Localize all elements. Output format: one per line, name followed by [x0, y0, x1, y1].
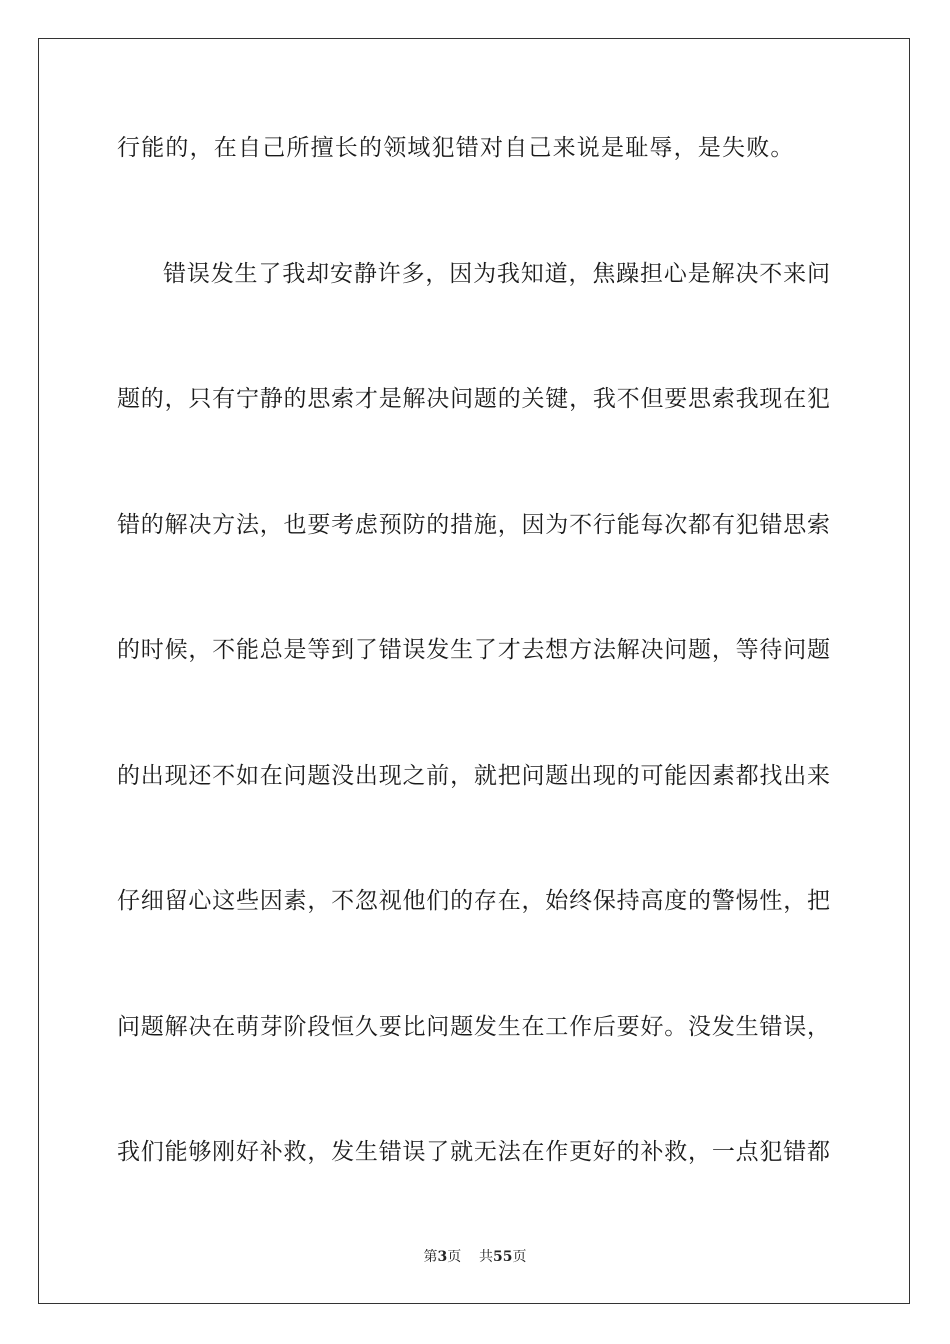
total-pages: 55: [493, 1249, 513, 1265]
page-indicator: 第3页: [423, 1249, 462, 1265]
total-pages-indicator: 共55页: [479, 1249, 527, 1265]
body-line: 我们能够刚好补救，发生错误了就无法在作更好的补救，一点犯错都: [117, 1139, 830, 1165]
body-line: 行能的，在自己所擅长的领域犯错对自己来说是耻辱，是失败。: [117, 135, 795, 161]
paragraph-first-line: 错误发生了我却安静许多，因为我知道，焦躁担心是解决不来问: [163, 261, 830, 287]
body-line: 问题解决在萌芽阶段恒久要比问题发生在工作后要好。没发生错误，: [117, 1014, 830, 1040]
page-border: [38, 38, 910, 1304]
page-number: 3: [437, 1249, 448, 1265]
page-footer: [0, 1246, 950, 1266]
body-line: 题的，只有宁静的思索才是解决问题的关键，我不但要思索我现在犯: [117, 386, 830, 412]
body-line: 的出现还不如在问题没出现之前，就把问题出现的可能因素都找出来: [117, 763, 830, 789]
body-line: 仔细留心这些因素，不忽视他们的存在，始终保持高度的警惕性，把: [117, 888, 830, 914]
body-line: 的时候，不能总是等到了错误发生了才去想方法解决问题，等待问题: [117, 637, 830, 663]
body-line: 错的解决方法，也要考虑预防的措施，因为不行能每次都有犯错思索: [117, 512, 830, 538]
